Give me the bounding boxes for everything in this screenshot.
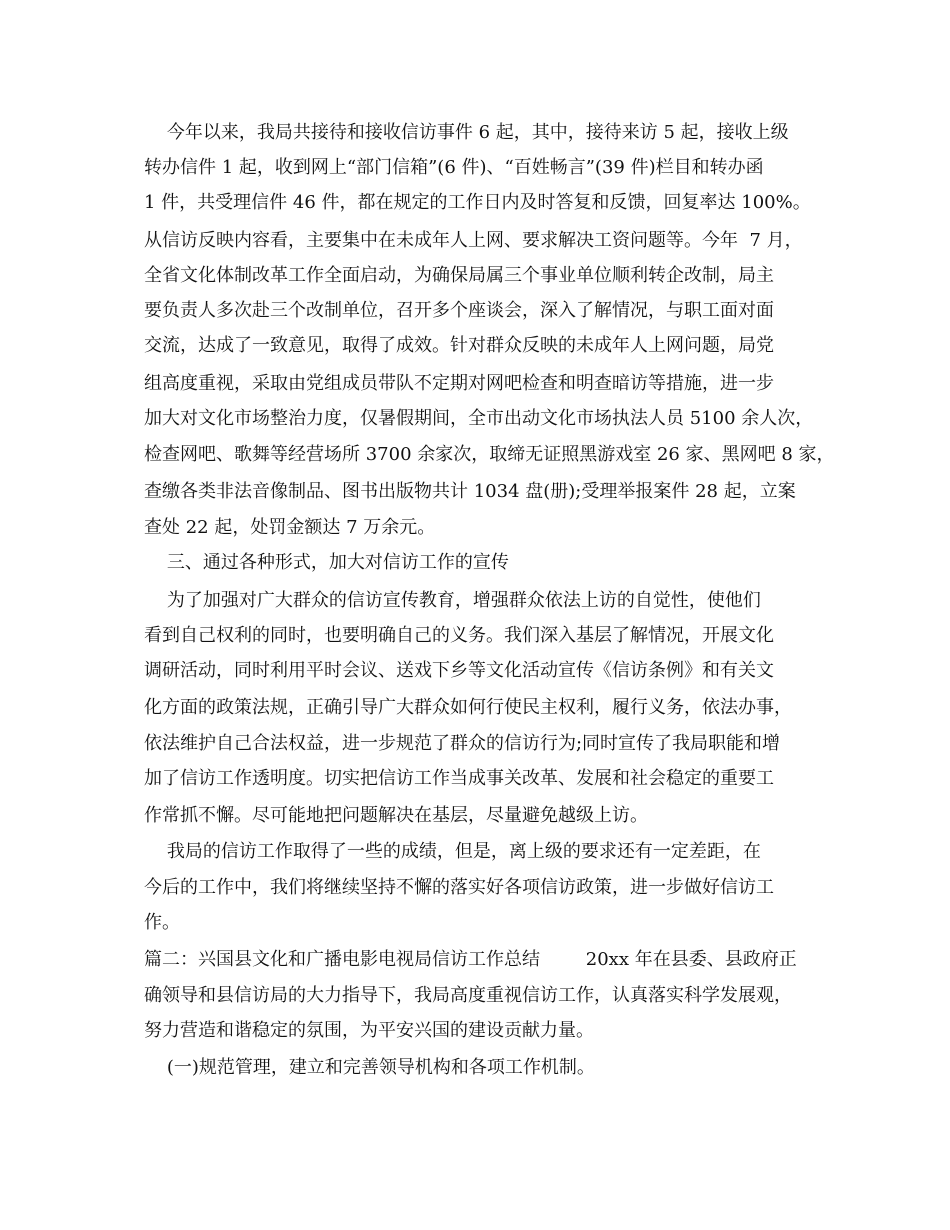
- text-line: 从信访反映内容看，主要集中在未成年人上网、要求解决工资问题等。今年 7 月，: [144, 230, 803, 251]
- text-line: 作常抓不懈。尽可能地把问题解决在基层，尽量避免越级上访。: [144, 805, 648, 826]
- text-line: 确领导和县信访局的大力指导下，我局高度重视信访工作，认真落实科学发展观，: [144, 985, 792, 1006]
- text-line: 转办信件 1 起，收到网上“部门信箱”(6 件)、“百姓畅言”(39 件)栏目和转办函: [144, 157, 764, 178]
- text-line: 要负责人多次赴三个改制单位，召开多个座谈会，深入了解情况，与职工面对面: [144, 300, 774, 321]
- text-line: 我局的信访工作取得了一些的成绩，但是，离上级的要求还有一定差距，在: [144, 841, 761, 862]
- text-line: 检查网吧、歌舞等经营场所 3700 余家次，取缔无证照黑游戏室 26 家、黑网吧 8 家，: [144, 444, 835, 465]
- text-line: 交流，达成了一致意见，取得了成效。针对群众反映的未成年人上网问题，局党: [144, 335, 774, 356]
- text-line: 为了加强对广大群众的信访宣传教育，增强群众依法上访的自觉性，使他们: [144, 590, 761, 611]
- text-line: 加了信访工作透明度。切实把信访工作当成事关改革、发展和社会稳定的重要工: [144, 768, 774, 789]
- text-line: 努力营造和谐稳定的氛围，为平安兴国的建设贡献力量。: [144, 1020, 594, 1041]
- section-heading: 三、通过各种形式，加大对信访工作的宣传: [144, 552, 509, 573]
- text-line: 加大对文化市场整治力度，仅暑假期间，全市出动文化市场执法人员 5100 余人次，: [144, 408, 814, 429]
- text-line: 今年以来，我局共接待和接收信访事件 6 起，其中，接待来访 5 起，接收上级: [144, 122, 789, 143]
- chapter-heading-line: 篇二：兴国县文化和广播电影电视局信访工作总结 20xx 年在县委、县政府正: [144, 949, 797, 970]
- text-line: 查缴各类非法音像制品、图书出版物共计 1034 盘(册);受理举报案件 28 起，立案: [144, 481, 796, 502]
- text-line: 组高度重视，采取由党组成员带队不定期对网吧检查和明查暗访等措施，进一步: [144, 373, 774, 394]
- text-line: 全省文化体制改革工作全面启动，为确保局属三个事业单位顺利转企改制，局主: [144, 265, 774, 286]
- text-line: 查处 22 起，处罚金额达 7 万余元。: [144, 517, 436, 538]
- subsection-heading: (一)规范管理，建立和完善领导机构和各项工作机制。: [144, 1057, 595, 1078]
- text-line: 今后的工作中，我们将继续坚持不懈的落实好各项信访政策，进一步做好信访工: [144, 877, 774, 898]
- text-line: 依法维护自己合法权益，进一步规范了群众的信访行为;同时宣传了我局职能和增: [144, 733, 781, 754]
- text-line: 调研活动，同时利用平时会议、送戏下乡等文化活动宣传《信访条例》和有关文: [144, 660, 774, 681]
- text-line: 作。: [144, 912, 180, 933]
- text-line: 化方面的政策法规，正确引导广大群众如何行使民主权利，履行义务，依法办事，: [144, 697, 792, 718]
- text-line: 1 件，共受理信件 46 件，都在规定的工作日内及时答复和反馈，回复率达 100%。: [144, 192, 811, 213]
- text-line: 看到自己权利的同时，也要明确自己的义务。我们深入基层了解情况，开展文化: [144, 625, 774, 646]
